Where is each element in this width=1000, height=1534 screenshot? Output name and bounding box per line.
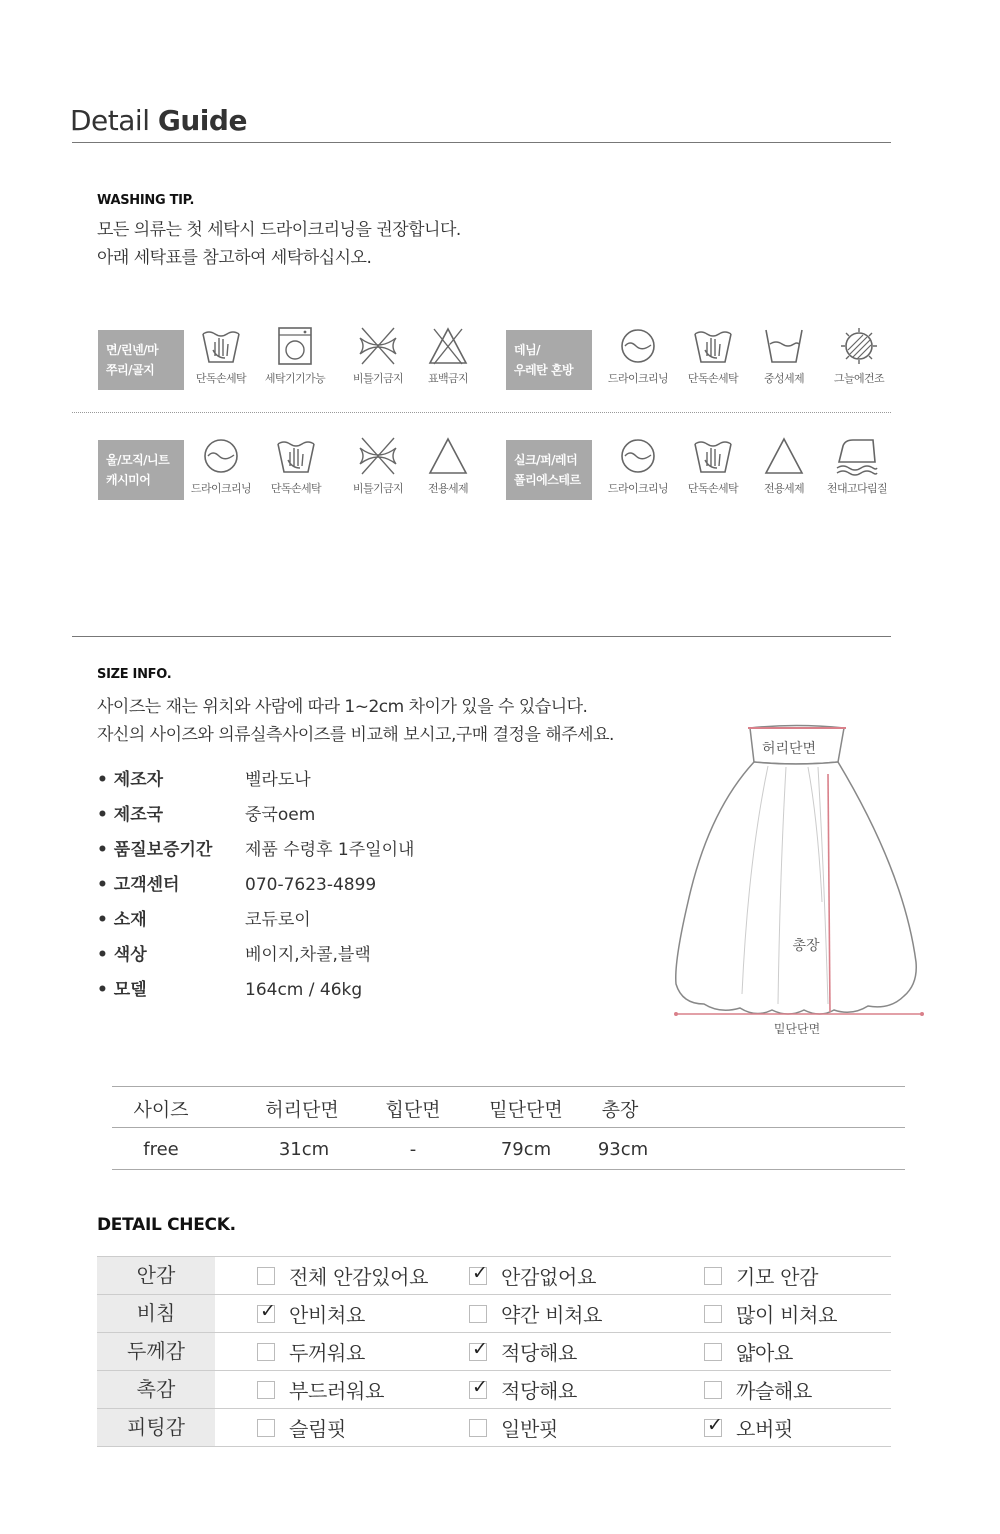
option-label: 두꺼워요 xyxy=(289,1341,366,1365)
checkbox-checked[interactable] xyxy=(469,1343,487,1361)
option-label: 슬림핏 xyxy=(289,1417,347,1441)
size-header: 사이즈 xyxy=(133,1099,189,1121)
checkbox-checked[interactable] xyxy=(469,1381,487,1399)
check-option[interactable] xyxy=(257,1295,365,1332)
info-value: 164cm / 46kg xyxy=(245,980,363,1000)
special-detergent-icon xyxy=(426,436,470,476)
info-key: • 고객센터 xyxy=(97,875,180,895)
check-option[interactable] xyxy=(704,1295,837,1332)
checkbox[interactable] xyxy=(704,1343,722,1361)
care-item xyxy=(180,436,262,496)
hand-wash-icon xyxy=(274,436,318,476)
dry-clean-icon xyxy=(616,326,660,366)
table-line xyxy=(112,1169,905,1170)
fabric-line1: 실크/퍼/레더 xyxy=(514,453,578,467)
hand-wash-icon xyxy=(691,436,735,476)
care-label: 비틀기금지 xyxy=(352,372,404,385)
checkbox[interactable] xyxy=(704,1381,722,1399)
dotted-divider xyxy=(72,412,891,413)
checkbox[interactable] xyxy=(257,1343,275,1361)
detail-check-label: DETAIL CHECK. xyxy=(97,1215,236,1235)
check-row xyxy=(97,1408,891,1447)
checkbox-checked[interactable] xyxy=(704,1419,722,1437)
no-wring-icon xyxy=(356,436,400,476)
care-item xyxy=(180,326,262,386)
dry-clean-icon xyxy=(616,436,660,476)
fabric-group-silk xyxy=(506,440,592,500)
dry-clean-icon xyxy=(199,436,243,476)
check-row-name: 촉감 xyxy=(97,1371,215,1408)
care-label: 단독손세탁 xyxy=(195,372,247,385)
special-detergent-icon xyxy=(762,436,806,476)
check-row xyxy=(97,1294,891,1332)
size-info-text xyxy=(97,693,614,749)
option-label: 안감없어요 xyxy=(501,1265,597,1289)
size-header: 밑단단면 xyxy=(489,1099,563,1121)
check-option[interactable] xyxy=(257,1371,384,1408)
option-label: 기모 안감 xyxy=(736,1265,819,1289)
care-label: 비틀기금지 xyxy=(352,482,404,495)
check-row-name: 안감 xyxy=(97,1257,215,1294)
check-option[interactable] xyxy=(469,1257,596,1294)
option-label: 적당해요 xyxy=(501,1379,578,1403)
size-cell: 79cm xyxy=(500,1139,552,1160)
care-label: 단독손세탁 xyxy=(270,482,322,495)
check-row xyxy=(97,1256,891,1294)
size-header: 허리단면 xyxy=(265,1099,339,1121)
check-option[interactable] xyxy=(257,1333,365,1370)
page-title xyxy=(70,104,247,137)
option-label: 오버핏 xyxy=(736,1417,794,1441)
checkbox[interactable] xyxy=(257,1381,275,1399)
info-key: • 품질보증기간 xyxy=(97,840,213,860)
washing-tip-line1: 모든 의류는 첫 세탁시 드라이크리닝을 권장합니다. xyxy=(97,220,461,240)
checkbox[interactable] xyxy=(469,1419,487,1437)
check-row-name: 피팅감 xyxy=(97,1409,215,1446)
info-key: • 모델 xyxy=(97,980,147,1000)
title-bold: Guide xyxy=(157,104,247,137)
care-item xyxy=(743,326,825,386)
checkbox[interactable] xyxy=(257,1267,275,1285)
care-label: 천대고다림질 xyxy=(826,482,888,495)
washing-tip-line2: 아래 세탁표를 참고하여 세탁하십시오. xyxy=(97,248,372,268)
info-key: • 색상 xyxy=(97,945,147,965)
care-item xyxy=(597,436,679,496)
info-key: • 소재 xyxy=(97,910,147,930)
info-value: 베이지,차콜,블랙 xyxy=(245,945,371,965)
care-label: 드라이크리닝 xyxy=(607,372,669,385)
info-value: 070-7623-4899 xyxy=(245,875,377,895)
care-label: 단독손세탁 xyxy=(687,372,739,385)
check-option[interactable] xyxy=(257,1257,428,1294)
checkbox[interactable] xyxy=(704,1305,722,1323)
check-option[interactable] xyxy=(704,1371,812,1408)
check-option[interactable] xyxy=(704,1409,793,1446)
neutral-detergent-icon xyxy=(762,326,806,366)
option-label: 일반핏 xyxy=(501,1417,559,1441)
no-wring-icon xyxy=(356,326,400,366)
table-line xyxy=(112,1086,905,1087)
fabric-line2: 우레탄 혼방 xyxy=(514,363,574,377)
info-value: 제품 수령후 1주일이내 xyxy=(245,840,415,860)
care-item xyxy=(818,326,900,386)
option-label: 부드러워요 xyxy=(289,1379,385,1403)
check-option[interactable] xyxy=(704,1257,818,1294)
care-label: 단독손세탁 xyxy=(687,482,739,495)
care-item xyxy=(672,436,754,496)
info-value: 벨라도나 xyxy=(245,770,311,790)
info-key: • 제조자 xyxy=(97,770,164,790)
diagram-waist-label: 허리단면 xyxy=(761,741,817,757)
care-label: 그늘에건조 xyxy=(833,372,885,385)
care-item xyxy=(672,326,754,386)
care-item xyxy=(254,326,336,386)
checkbox[interactable] xyxy=(257,1419,275,1437)
care-label: 드라이크리닝 xyxy=(607,482,669,495)
size-info-line1: 사이즈는 재는 위치와 사람에 따라 1~2cm 차이가 있을 수 있습니다. xyxy=(97,697,588,717)
check-row-name: 비침 xyxy=(97,1295,215,1332)
size-cell: 93cm xyxy=(597,1139,649,1160)
care-label: 중성세제 xyxy=(763,372,805,385)
fabric-group-wool xyxy=(98,440,184,500)
checkbox-checked[interactable] xyxy=(469,1267,487,1285)
size-info-line2: 자신의 사이즈와 의류실측사이즈를 비교해 보시고,구매 결정을 해주세요. xyxy=(97,725,614,745)
washing-machine-icon xyxy=(273,326,317,366)
shade-dry-icon xyxy=(837,326,881,366)
care-item xyxy=(816,436,898,496)
hand-wash-icon xyxy=(691,326,735,366)
option-label: 적당해요 xyxy=(501,1341,578,1365)
care-label: 세탁기기가능 xyxy=(264,372,326,385)
checkbox[interactable] xyxy=(469,1305,487,1323)
option-label: 전체 안감있어요 xyxy=(289,1265,429,1289)
fabric-group-denim xyxy=(506,330,592,390)
size-info-label: SIZE INFO. xyxy=(97,667,172,682)
title-light: Detail xyxy=(70,104,150,137)
size-header: 총장 xyxy=(601,1099,639,1121)
care-label: 전용세제 xyxy=(763,482,805,495)
info-value: 코듀로이 xyxy=(245,910,311,930)
care-item xyxy=(407,436,489,496)
care-item xyxy=(597,326,679,386)
table-line xyxy=(112,1127,905,1128)
check-option[interactable] xyxy=(257,1409,346,1446)
checkbox-checked[interactable] xyxy=(257,1305,275,1323)
care-item xyxy=(255,436,337,496)
info-key: • 제조국 xyxy=(97,805,164,825)
size-cell: - xyxy=(409,1139,417,1160)
fabric-line2: 쭈리/골지 xyxy=(106,363,155,377)
size-cell: 31cm xyxy=(278,1139,330,1160)
check-option[interactable] xyxy=(469,1295,602,1332)
fabric-line2: 폴리에스테르 xyxy=(514,473,581,487)
check-option[interactable] xyxy=(469,1409,558,1446)
iron-with-cloth-icon xyxy=(835,436,879,476)
option-label: 얇아요 xyxy=(736,1341,794,1365)
check-option[interactable] xyxy=(704,1333,793,1370)
fabric-line1: 면/린넨/마 xyxy=(106,343,159,357)
info-value: 중국oem xyxy=(245,805,316,825)
option-label: 많이 비쳐요 xyxy=(736,1303,838,1327)
size-cell: free xyxy=(143,1139,179,1160)
washing-tip-text xyxy=(97,216,461,272)
fabric-line2: 캐시미어 xyxy=(106,473,151,487)
option-label: 약간 비쳐요 xyxy=(501,1303,603,1327)
fabric-group-cotton xyxy=(98,330,184,390)
check-option[interactable] xyxy=(469,1371,577,1408)
check-option[interactable] xyxy=(469,1333,577,1370)
option-label: 안비쳐요 xyxy=(289,1303,366,1327)
diagram-hem-label: 밑단단면 xyxy=(773,1022,821,1036)
no-bleach-icon xyxy=(426,326,470,366)
hand-wash-icon xyxy=(199,326,243,366)
check-row xyxy=(97,1332,891,1370)
care-label: 드라이크리닝 xyxy=(190,482,252,495)
fabric-line1: 울/모직/니트 xyxy=(106,453,170,467)
care-item xyxy=(743,436,825,496)
care-label: 전용세제 xyxy=(427,482,469,495)
divider xyxy=(72,142,891,143)
skirt-diagram xyxy=(668,722,928,1042)
fabric-line1: 데님/ xyxy=(514,343,541,357)
checkbox[interactable] xyxy=(704,1267,722,1285)
option-label: 까슬해요 xyxy=(736,1379,813,1403)
divider xyxy=(72,636,891,637)
care-label: 표백금지 xyxy=(427,372,469,385)
care-item xyxy=(407,326,489,386)
washing-tip-label: WASHING TIP. xyxy=(97,193,195,208)
size-header: 힙단면 xyxy=(385,1099,441,1121)
check-row-name: 두께감 xyxy=(97,1333,215,1370)
diagram-length-label: 총장 xyxy=(792,938,820,954)
check-row xyxy=(97,1370,891,1408)
